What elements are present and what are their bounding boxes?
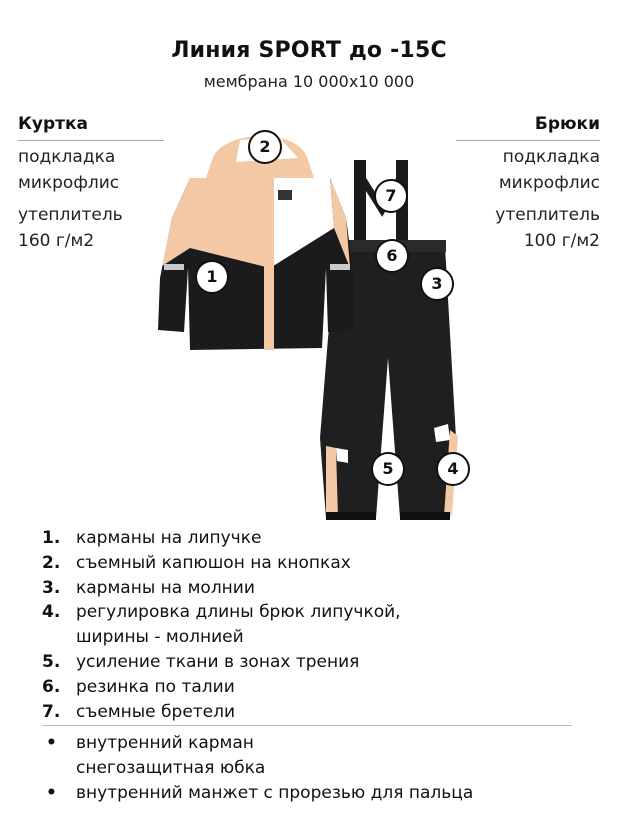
feature-number: 6. [42, 676, 61, 697]
marker-6: 6 [375, 239, 409, 273]
feature-list [42, 526, 582, 724]
feature-text: карманы на липучке [76, 528, 262, 548]
extra-text: внутренний карман [76, 733, 254, 753]
list-divider [42, 725, 572, 726]
feature-text: карманы на молнии [76, 577, 255, 598]
feature-item [42, 650, 582, 675]
feature-number: 3. [42, 577, 61, 598]
jacket-divider [18, 140, 164, 141]
marker-4: 4 [436, 452, 470, 486]
marker-7: 7 [374, 179, 408, 213]
marker-3: 3 [420, 267, 454, 301]
feature-text: съемный капюшон на кнопках [76, 552, 351, 573]
feature-item [42, 700, 582, 725]
extra-item [42, 731, 602, 756]
feature-text: регулировка длины брюк липучкой, [76, 602, 401, 623]
marker-1: 1 [195, 260, 229, 294]
extra-item [42, 781, 602, 806]
jacket-lining [18, 144, 119, 196]
feature-text: ширины - молнией [76, 627, 244, 648]
pants-lining-label: подкладка [502, 147, 600, 167]
feature-item [42, 675, 582, 700]
page-title: Линия SPORT до -15С [171, 38, 447, 63]
jacket-insulation [18, 202, 123, 254]
feature-text: съемные бретели [76, 701, 236, 722]
feature-number: 4. [42, 602, 61, 623]
pants-insulation-label: утеплитель [495, 205, 600, 225]
pants-heading: Брюки [534, 114, 600, 134]
feature-number: 1. [42, 528, 61, 548]
extra-text: снегозащитная юбка [76, 757, 266, 778]
pants-insulation-value: 100 г/м2 [523, 231, 600, 251]
jacket-insulation-value: 160 г/м2 [18, 231, 95, 251]
pants-insulation [495, 202, 600, 254]
pants-lining-value: микрофлис [498, 173, 600, 193]
bullet-mark: • [46, 733, 57, 753]
extra-item [42, 756, 602, 781]
jacket-lining-value: микрофлис [18, 173, 120, 193]
feature-number: 2. [42, 552, 61, 573]
feature-item [42, 551, 582, 576]
extras-list [42, 731, 602, 805]
jacket-illustration [158, 136, 354, 350]
feature-text: резинка по талии [76, 676, 235, 697]
product-illustration [150, 118, 480, 528]
feature-item [42, 526, 582, 551]
marker-5: 5 [371, 452, 405, 486]
feature-text: усиление ткани в зонах трения [76, 651, 360, 672]
pants-lining [499, 144, 600, 196]
bullet-mark: • [46, 782, 57, 803]
feature-item [42, 576, 582, 601]
jacket-lining-label: подкладка [18, 147, 116, 167]
feature-item [42, 625, 582, 650]
marker-2: 2 [248, 130, 282, 164]
jacket-heading: Куртка [18, 114, 89, 134]
feature-number: 7. [42, 701, 61, 722]
jacket-insulation-label: утеплитель [18, 205, 123, 225]
page-subtitle: мембрана 10 000х10 000 [203, 72, 415, 91]
extra-text: внутренний манжет с прорезью для пальца [76, 782, 474, 803]
feature-item [42, 600, 582, 625]
feature-number: 5. [42, 651, 61, 672]
